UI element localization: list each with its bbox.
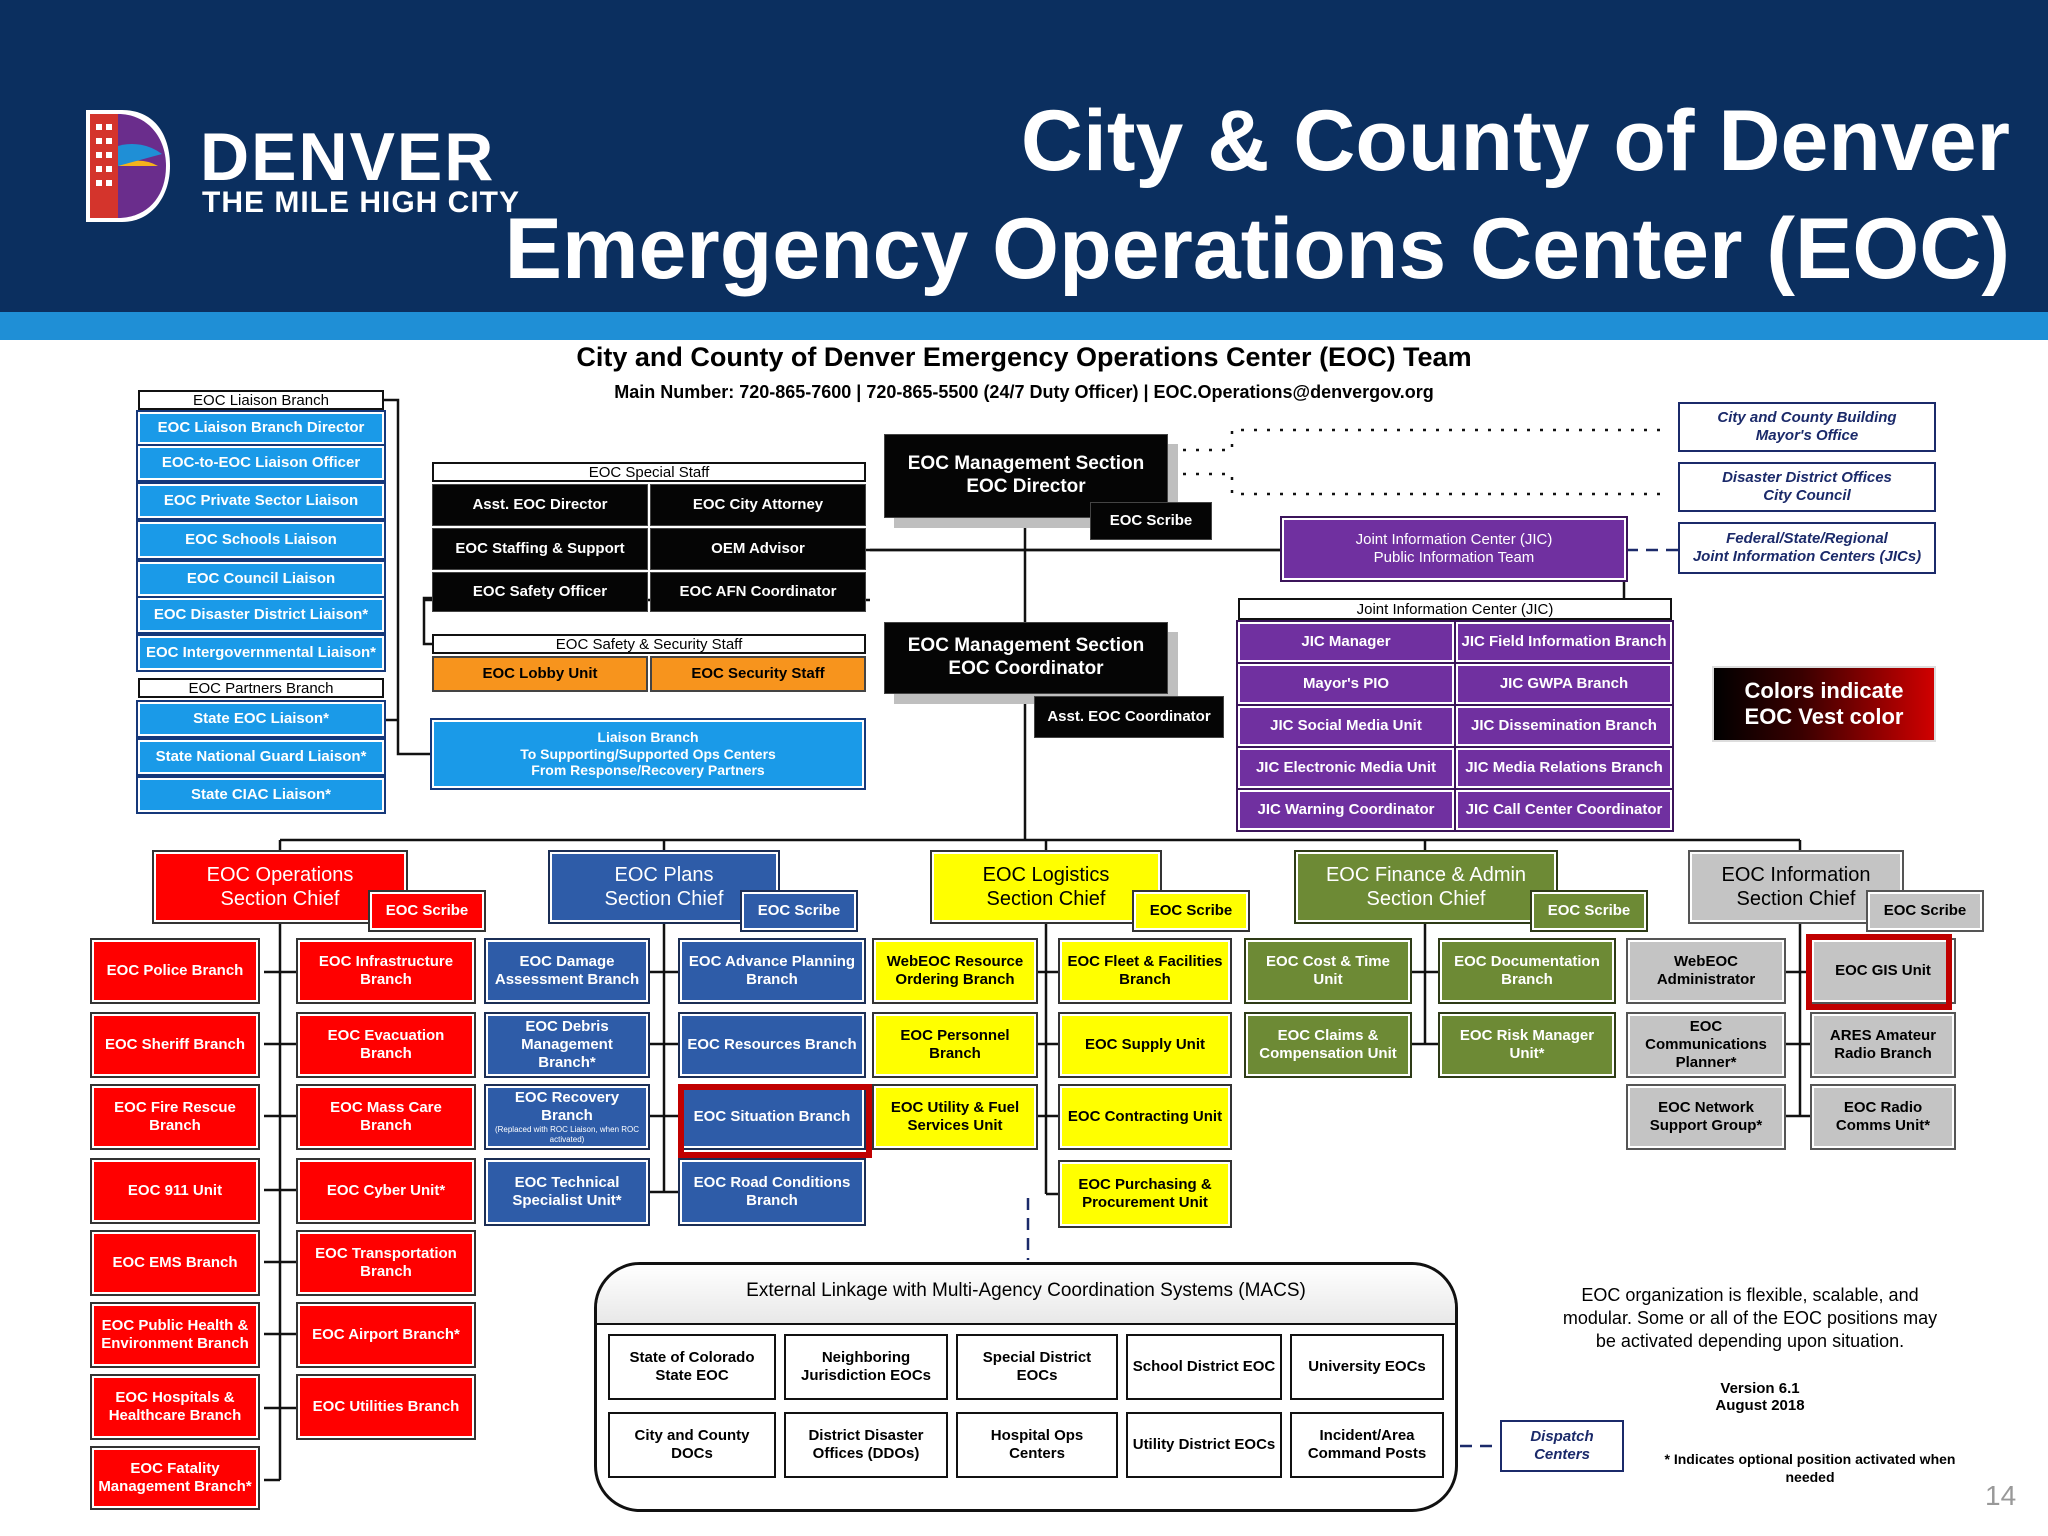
dispatch-line: Centers (1534, 1446, 1590, 1463)
section-chief-line: EOC Plans (614, 864, 714, 886)
management-coordinator-box (884, 622, 1168, 694)
operations-scribe: EOC Scribe (370, 892, 484, 930)
liaison-branch-box (432, 720, 864, 788)
jic-item: JIC Call Center Coordinator (1456, 790, 1672, 830)
version-date: August 2018 (1715, 1397, 1805, 1414)
section-chief-line: EOC Logistics (982, 864, 1110, 886)
legend-line: EOC Vest color (1744, 704, 1904, 729)
safety-security-item: EOC Lobby Unit (432, 656, 648, 692)
information-branch: EOC Communications Planner* (1628, 1014, 1784, 1076)
logo-wordmark: DENVER (200, 119, 496, 195)
safety-security-header: EOC Safety & Security Staff (432, 634, 866, 654)
special-staff-item: Asst. EOC Director (432, 484, 648, 526)
version-info (1660, 1380, 1860, 1414)
section-chief-line: EOC Operations (206, 864, 354, 886)
macs-item: District Disaster Offices (DDOs) (784, 1412, 948, 1478)
macs-item: University EOCs (1290, 1334, 1444, 1400)
macs-item: Utility District EOCs (1126, 1412, 1282, 1478)
operations-branch: EOC Cyber Unit* (298, 1160, 474, 1222)
external-link-line: City Council (1763, 487, 1851, 504)
information-scribe: EOC Scribe (1868, 892, 1982, 930)
partners-branch-header: EOC Partners Branch (138, 678, 384, 698)
page-title-line-2: Emergency Operations Center (EOC) (504, 201, 2010, 297)
macs-item: Incident/Area Command Posts (1290, 1412, 1444, 1478)
liaison-branch-line: To Supporting/Supported Ops Centers (520, 745, 776, 762)
external-link-box (1678, 522, 1936, 574)
special-staff-header: EOC Special Staff (432, 462, 866, 482)
plans-scribe: EOC Scribe (742, 892, 856, 930)
external-link-line: City and County Building (1717, 409, 1897, 426)
liaison-item: EOC Intergovernmental Liaison* (138, 636, 384, 670)
operations-branch: EOC Infrastructure Branch (298, 940, 474, 1002)
external-link-box (1678, 402, 1936, 452)
liaison-item: EOC-to-EOC Liaison Officer (138, 446, 384, 480)
jic-item: Mayor's PIO (1238, 664, 1454, 704)
special-staff-item: EOC AFN Coordinator (650, 572, 866, 612)
header-accent-strip (0, 312, 2048, 340)
coordinator-line: EOC Management Section (907, 635, 1145, 657)
finance-scribe: EOC Scribe (1532, 892, 1646, 930)
operations-branch: EOC Airport Branch* (298, 1304, 474, 1366)
logistics-branch: EOC Personnel Branch (874, 1014, 1036, 1076)
operations-branch: EOC EMS Branch (92, 1232, 258, 1294)
macs-title: External Linkage with Multi-Agency Coordination Systems (MACS) (746, 1280, 1306, 1301)
operations-branch: EOC Mass Care Branch (298, 1086, 474, 1148)
macs-item: Neighboring Jurisdiction EOCs (784, 1334, 948, 1400)
logistics-branch: EOC Purchasing & Procurement Unit (1060, 1162, 1230, 1226)
jic-top-line: Joint Information Center (JIC) (1355, 531, 1553, 548)
page-title-line-1: City & County of Denver (1020, 93, 2010, 189)
jic-top-line: Public Information Team (1373, 549, 1535, 566)
team-title: City and County of Denver Emergency Operations Center (EOC) Team (576, 342, 1472, 372)
partners-item: State National Guard Liaison* (138, 740, 384, 774)
liaison-item: EOC Private Sector Liaison (138, 484, 384, 518)
information-branch: EOC Radio Comms Unit* (1812, 1086, 1954, 1148)
optional-position-note: * Indicates optional position activated when needed (1664, 1451, 1956, 1486)
section-chief-line: Section Chief (986, 888, 1106, 910)
jic-item: JIC GWPA Branch (1456, 664, 1672, 704)
logistics-section-chief (932, 852, 1160, 922)
section-chief-line: EOC Finance & Admin (1325, 864, 1527, 886)
macs-item: City and County DOCs (608, 1412, 776, 1478)
highlight-situation-branch (678, 1084, 872, 1158)
external-link-line: Disaster District Offices (1722, 469, 1892, 486)
recovery-branch-note: (Replaced with ROC Liaison, when ROC activated) (494, 1125, 640, 1144)
operations-branch: EOC Fire Rescue Branch (92, 1086, 258, 1148)
special-staff-item: EOC Safety Officer (432, 572, 648, 612)
highlight-gis-unit (1806, 934, 1952, 1010)
recovery-branch-label: EOC Recovery Branch (514, 1089, 620, 1125)
information-branch: EOC Network Support Group* (1628, 1086, 1784, 1148)
jic-item: JIC Manager (1238, 622, 1454, 662)
vest-color-legend (1712, 666, 1936, 742)
section-chief-line: Section Chief (604, 888, 724, 910)
plans-branch: EOC Situation Branch (680, 1086, 864, 1148)
liaison-branch-header: EOC Liaison Branch (138, 390, 384, 410)
partners-item: State EOC Liaison* (138, 702, 384, 736)
denver-logo-icon (82, 106, 174, 231)
macs-item: School District EOC (1126, 1334, 1282, 1400)
operations-branch: EOC Fatality Management Branch* (92, 1448, 258, 1508)
plans-branch: EOC Resources Branch (680, 1014, 864, 1076)
operations-branch: EOC Sheriff Branch (92, 1014, 258, 1076)
finance-branch: EOC Risk Manager Unit* (1440, 1014, 1614, 1076)
operations-branch: EOC Transportation Branch (298, 1232, 474, 1294)
plans-branch: EOC Road Conditions Branch (680, 1160, 864, 1224)
logistics-branch: EOC Supply Unit (1060, 1014, 1230, 1076)
information-branch: EOC GIS Unit (1812, 940, 1954, 1002)
special-staff-item: OEM Advisor (650, 528, 866, 570)
liaison-item: EOC Disaster District Liaison* (138, 598, 384, 632)
finance-branch: EOC Cost & Time Unit (1246, 940, 1410, 1002)
operations-section-chief (154, 852, 406, 922)
special-staff-item: EOC Staffing & Support (432, 528, 648, 570)
external-link-line: Federal/State/Regional (1726, 530, 1888, 547)
finance-branch: EOC Documentation Branch (1440, 940, 1614, 1002)
director-line: EOC Director (966, 476, 1086, 497)
operations-branch: EOC Utilities Branch (298, 1376, 474, 1438)
director-line: EOC Management Section (907, 453, 1145, 475)
operations-branch: EOC Evacuation Branch (298, 1014, 474, 1076)
information-branch: WebEOC Administrator (1628, 940, 1784, 1002)
liaison-item: EOC Liaison Branch Director (138, 412, 384, 444)
section-chief-line: EOC Information (1721, 864, 1871, 886)
liaison-item: EOC Schools Liaison (138, 522, 384, 558)
plans-branch: EOC Debris Management Branch* (486, 1014, 648, 1076)
director-scribe: EOC Scribe (1090, 502, 1212, 540)
information-branch: ARES Amateur Radio Branch (1812, 1014, 1954, 1076)
finance-branch: EOC Claims & Compensation Unit (1246, 1014, 1410, 1076)
operations-branch: EOC Hospitals & Healthcare Branch (92, 1376, 258, 1438)
operations-branch: EOC Public Health & Environment Branch (92, 1304, 258, 1366)
macs-item: Special District EOCs (956, 1334, 1118, 1400)
jic-item: JIC Field Information Branch (1456, 622, 1672, 662)
page-number: 14 (1985, 1480, 2017, 1511)
jic-item: JIC Warning Coordinator (1238, 790, 1454, 830)
liaison-branch-line: Liaison Branch (597, 728, 699, 745)
finance-section-chief (1296, 852, 1556, 922)
logistics-branch: EOC Contracting Unit (1060, 1086, 1230, 1148)
section-chief-line: Section Chief (1366, 888, 1486, 910)
dispatch-centers-box (1500, 1420, 1624, 1472)
logistics-branch: WebEOC Resource Ordering Branch (874, 940, 1036, 1002)
jic-header: Joint Information Center (JIC) (1238, 598, 1672, 620)
coordinator-line: EOC Coordinator (948, 658, 1104, 679)
logistics-scribe: EOC Scribe (1134, 892, 1248, 930)
jic-item: JIC Media Relations Branch (1456, 748, 1672, 788)
jic-item: JIC Social Media Unit (1238, 706, 1454, 746)
team-contact-info: Main Number: 720-865-7600 | 720-865-5500 (24/7 Duty Officer) | EOC.Operations@denvergov.org (614, 382, 1434, 402)
macs-item: State of Colorado State EOC (608, 1334, 776, 1400)
macs-item: Hospital Ops Centers (956, 1412, 1118, 1478)
version-number: Version 6.1 (1720, 1380, 1800, 1397)
liaison-branch-line: From Response/Recovery Partners (531, 762, 765, 779)
flexibility-note: EOC organization is flexible, scalable, and modular. Some or all of the EOC positions may be activated depending upon situation. (1562, 1285, 1938, 1352)
external-link-box (1678, 462, 1936, 512)
partners-item: State CIAC Liaison* (138, 778, 384, 812)
section-chief-line: Section Chief (1736, 888, 1856, 910)
section-chief-line: Section Chief (220, 888, 340, 910)
operations-branch: EOC 911 Unit (92, 1160, 258, 1222)
legend-line: Colors indicate (1744, 677, 1904, 703)
special-staff-item: EOC City Attorney (650, 484, 866, 526)
jic-item: JIC Dissemination Branch (1456, 706, 1672, 746)
plans-branch (486, 1086, 648, 1148)
logo-tagline: THE MILE HIGH CITY (202, 186, 520, 219)
external-link-line: Joint Information Centers (JICs) (1692, 548, 1922, 565)
jic-item: JIC Electronic Media Unit (1238, 748, 1454, 788)
plans-branch: EOC Advance Planning Branch (680, 940, 864, 1002)
safety-security-item: EOC Security Staff (650, 656, 866, 692)
plans-branch: EOC Damage Assessment Branch (486, 940, 648, 1002)
logistics-branch: EOC Fleet & Facilities Branch (1060, 940, 1230, 1002)
operations-branch: EOC Police Branch (92, 940, 258, 1002)
dispatch-line: Dispatch (1530, 1428, 1594, 1445)
logistics-branch: EOC Utility & Fuel Services Unit (874, 1086, 1036, 1148)
asst-coordinator: Asst. EOC Coordinator (1034, 696, 1224, 738)
liaison-item: EOC Council Liaison (138, 562, 384, 596)
plans-branch: EOC Technical Specialist Unit* (486, 1160, 648, 1224)
external-link-line: Mayor's Office (1755, 427, 1859, 444)
jic-public-info-team (1282, 518, 1626, 580)
